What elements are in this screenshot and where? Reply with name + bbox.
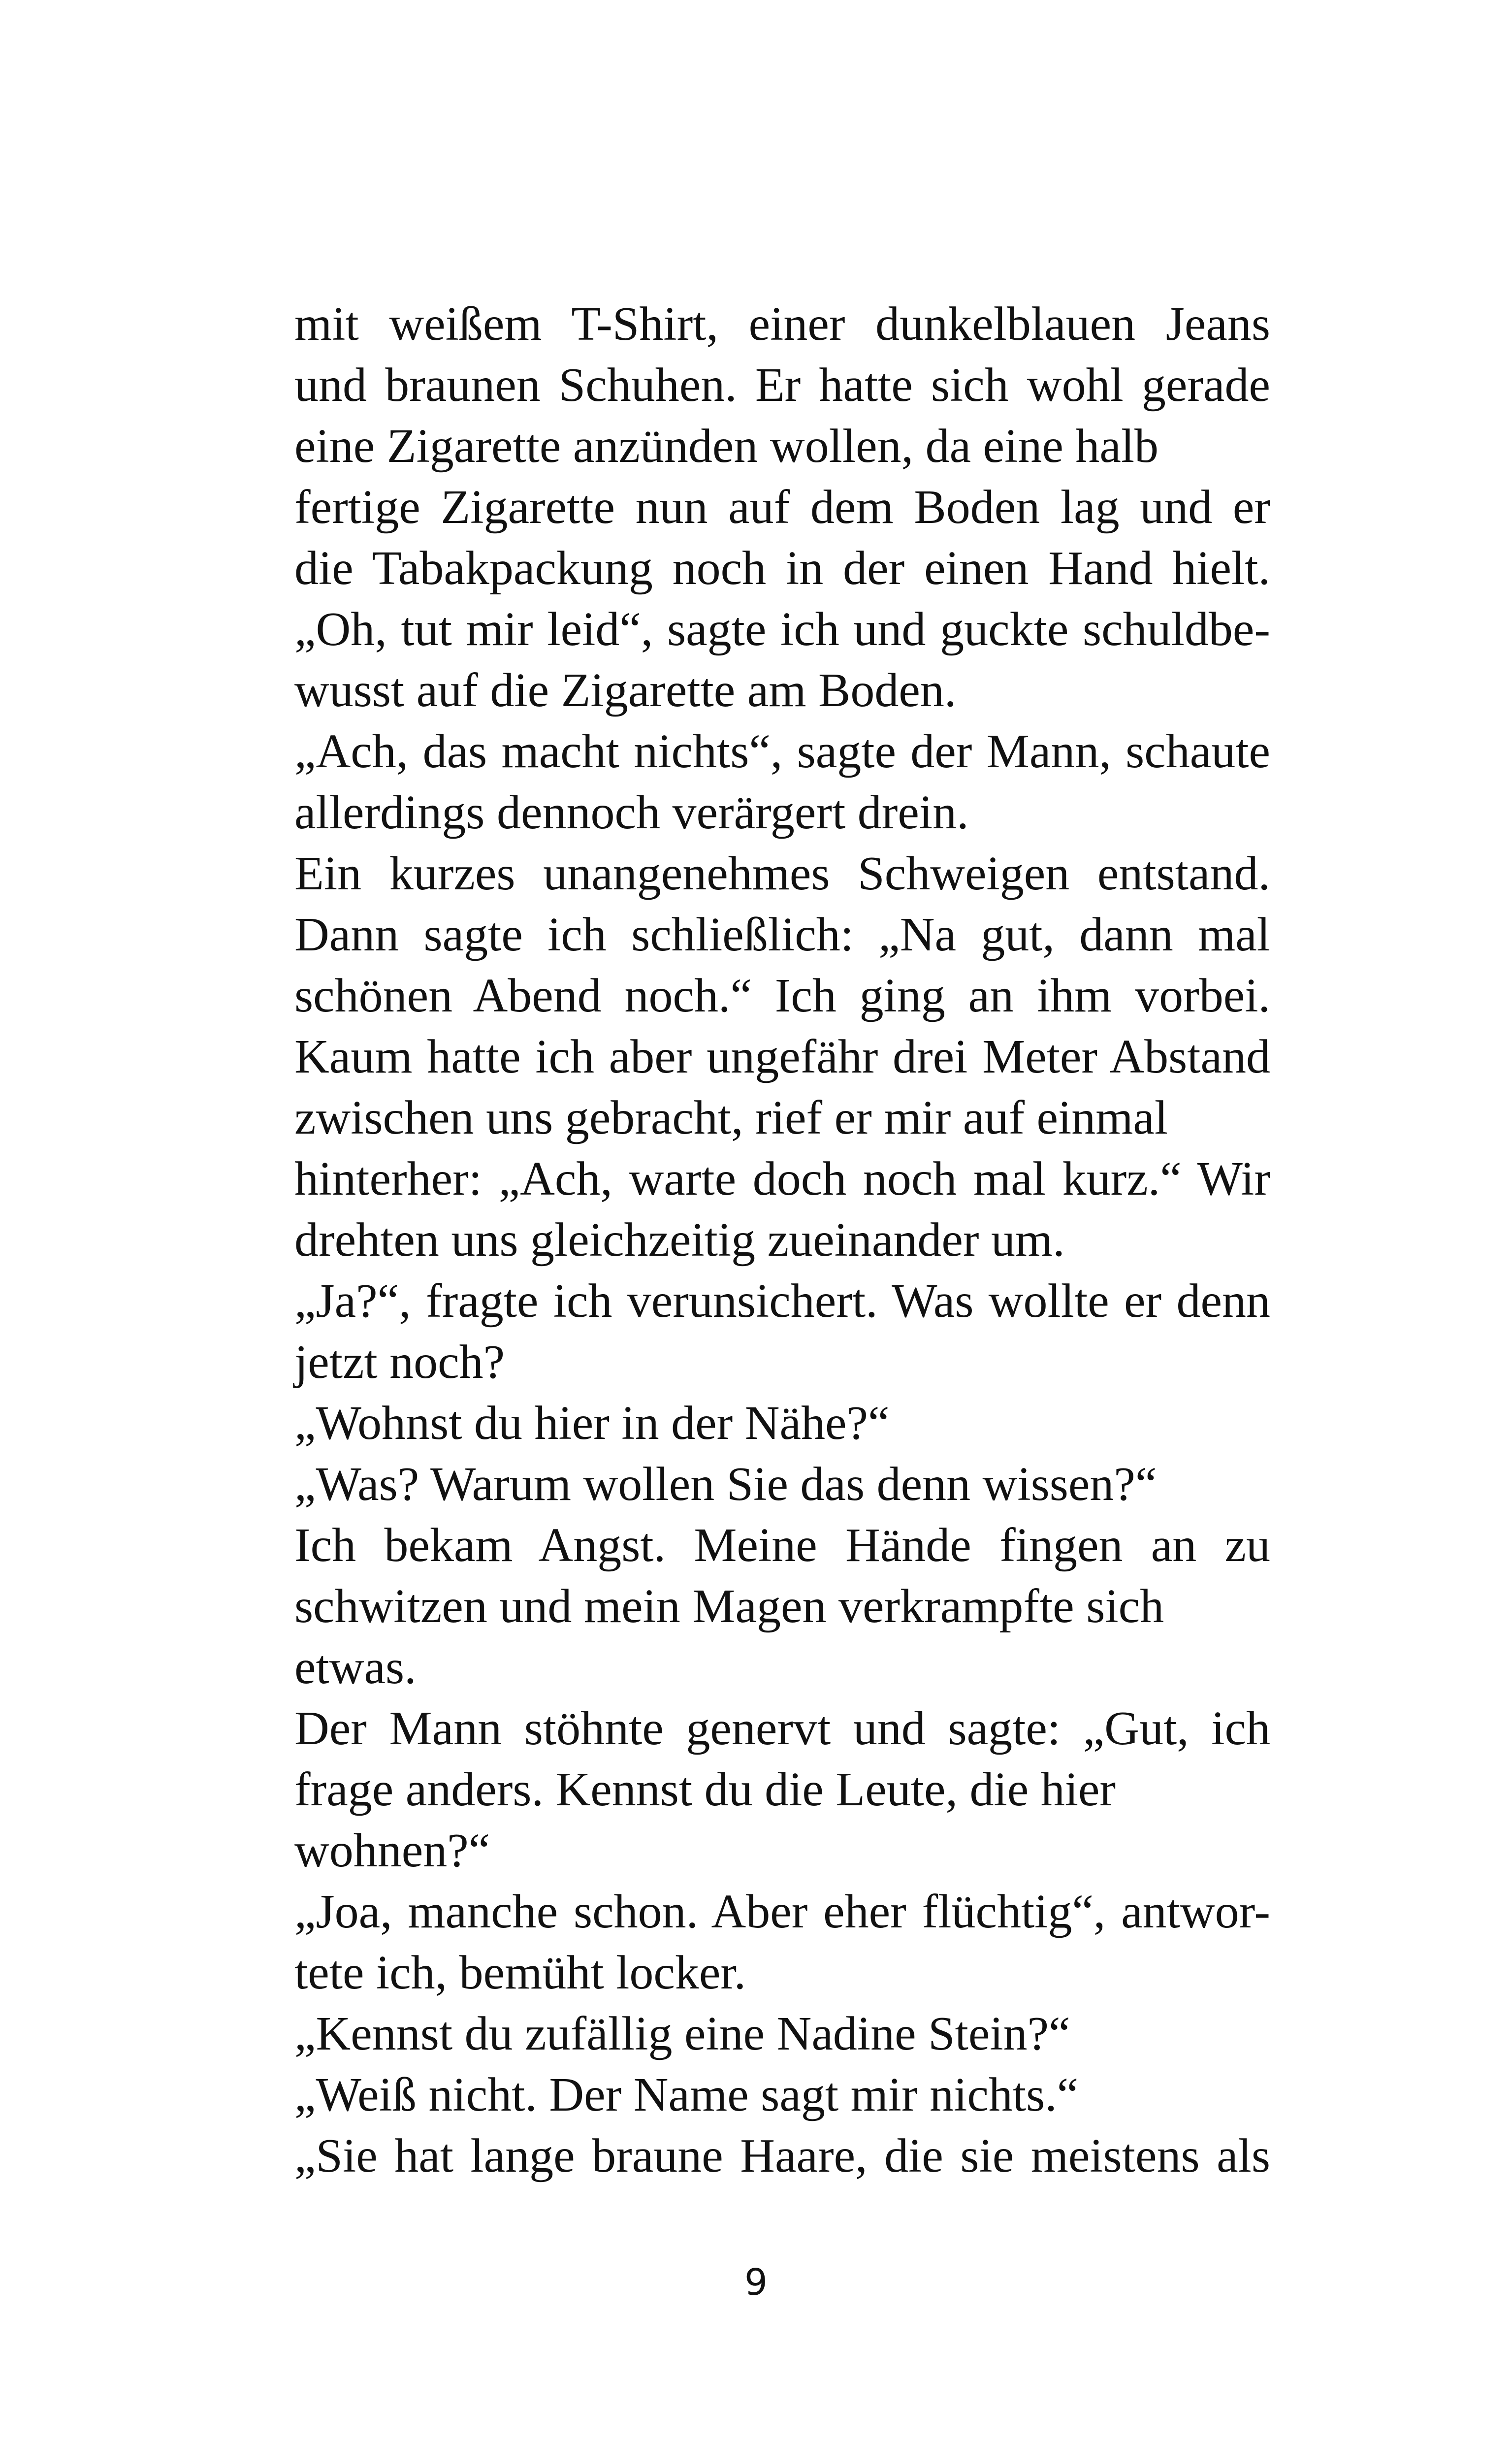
text-line: Dann sagte ich schließlich: „Na gut, dann mal (294, 908, 1270, 961)
text-line: allerdings dennoch verärgert drein. (294, 786, 969, 839)
page-number: 9 (744, 2261, 768, 2304)
text-line: schönen Abend noch.“ Ich ging an ihm vorbei. (294, 969, 1270, 1022)
text-line: jetzt noch? (294, 1336, 505, 1389)
text-line: Der Mann stöhnte genervt und sagte: „Gut, ich (294, 1702, 1270, 1755)
text-line: „Weiß nicht. Der Name sagt mir nichts.“ (294, 2068, 1079, 2121)
text-line: tete ich, bemüht locker. (294, 1946, 746, 1999)
text-line: „Kennst du zufällig eine Nadine Stein?“ (294, 2007, 1070, 2060)
text-line: „Joa, manche schon. Aber eher flüchtig“, antwor- (294, 1885, 1270, 1938)
text-line: wusst auf die Zigarette am Boden. (294, 664, 957, 717)
text-line: „Ach, das macht nichts“, sagte der Mann, schaute (294, 725, 1270, 778)
text-line: „Ja?“, fragte ich verunsichert. Was wollte er denn (294, 1274, 1270, 1328)
text-line: Ein kurzes unangenehmes Schweigen entstand. (294, 847, 1270, 900)
text-line: eine Zigarette anzünden wollen, da eine halb (294, 420, 1159, 473)
text-line: und braunen Schuhen. Er hatte sich wohl gerade (294, 358, 1270, 412)
text-line: „Was? Warum wollen Sie das denn wissen?“ (294, 1458, 1157, 1511)
text-line: Ich bekam Angst. Meine Hände fingen an zu (294, 1519, 1270, 1572)
text-line: „Wohnst du hier in der Nähe?“ (294, 1397, 890, 1450)
text-line: zwischen uns gebracht, rief er mir auf einmal (294, 1091, 1168, 1144)
text-line: die Tabakpackung noch in der einen Hand hielt. (294, 542, 1270, 595)
text-line: frage anders. Kennst du die Leute, die hier (294, 1763, 1116, 1816)
text-line: mit weißem T-Shirt, einer dunkelblauen Jeans (294, 297, 1270, 351)
text-line: hinterher: „Ach, warte doch noch mal kurz.“ Wir (294, 1152, 1270, 1205)
text-line: „Sie hat lange braune Haare, die sie meistens als (294, 2129, 1270, 2182)
body-text (294, 293, 1270, 2186)
text-line: „Oh, tut mir leid“, sagte ich und guckte schuldbe- (294, 603, 1270, 656)
text-line: schwitzen und mein Magen verkrampfte sich (294, 1580, 1164, 1633)
text-line: Kaum hatte ich aber ungefähr drei Meter Abstand (294, 1030, 1270, 1083)
text-line: etwas. (294, 1641, 417, 1694)
text-line: fertige Zigarette nun auf dem Boden lag und er (294, 481, 1270, 534)
text-line: wohnen?“ (294, 1824, 490, 1877)
text-line: drehten uns gleichzeitig zueinander um. (294, 1213, 1065, 1267)
